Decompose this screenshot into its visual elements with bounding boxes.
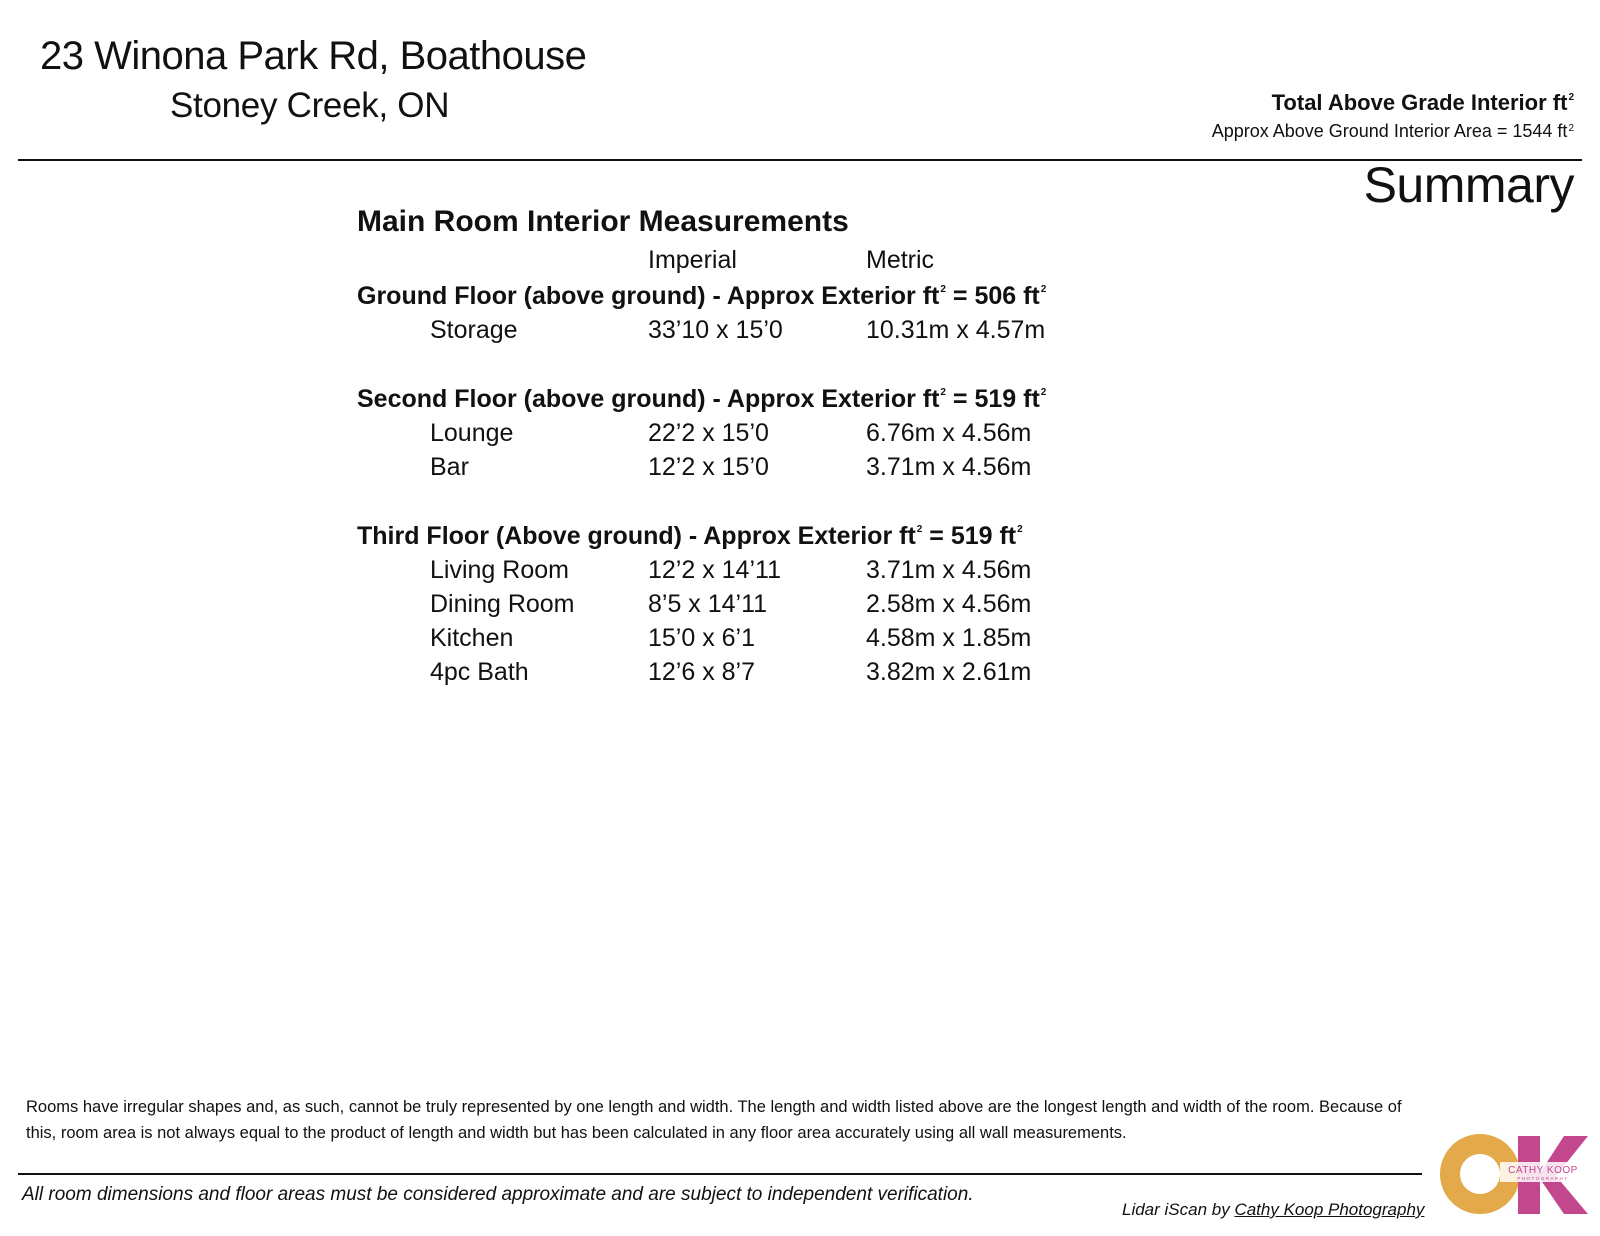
floor-heading-text: Ground Floor (above ground) - Approx Exterior ft [357, 282, 940, 310]
room-metric: 3.82m x 2.61m [866, 658, 1032, 686]
approximation-note: All room dimensions and floor areas must be considered approximate and are subject to independent verification. [22, 1184, 974, 1205]
superscript: 2 [1568, 123, 1574, 134]
logo-text-top: CATHY KOOP [1508, 1165, 1578, 1176]
footer-divider [18, 1173, 1422, 1175]
column-header-imperial: Imperial [648, 246, 737, 274]
room-imperial: 12’2 x 14’11 [648, 556, 781, 584]
room-name: Bar [430, 453, 469, 481]
floor-area-text: = 519 ft [922, 522, 1017, 550]
room-row [0, 419, 1200, 453]
room-metric: 10.31m x 4.57m [866, 316, 1046, 344]
floor-heading-third [357, 522, 1023, 551]
logo-text-bottom: PHOTOGRAPHY [1517, 1176, 1569, 1181]
photo-credit [1122, 1200, 1424, 1220]
room-row [0, 556, 1200, 590]
room-row [0, 590, 1200, 624]
room-imperial: 12’2 x 15’0 [648, 453, 769, 481]
credit-prefix: Lidar iScan by [1122, 1200, 1235, 1219]
superscript: 2 [940, 387, 946, 398]
floor-heading-second [357, 385, 1046, 414]
room-imperial: 8’5 x 14’11 [648, 590, 768, 618]
summary-title: Summary [1363, 157, 1574, 213]
superscript: 2 [1568, 92, 1574, 103]
room-metric: 2.58m x 4.56m [866, 590, 1032, 618]
room-name: Living Room [430, 556, 569, 584]
room-metric: 3.71m x 4.56m [866, 453, 1032, 481]
total-area-title [1272, 90, 1574, 116]
room-imperial: 12’6 x 8’7 [648, 658, 756, 686]
column-header-metric: Metric [866, 246, 935, 274]
room-imperial: 22’2 x 15’0 [648, 419, 769, 447]
room-metric: 6.76m x 4.56m [866, 419, 1032, 447]
room-metric: 3.71m x 4.56m [866, 556, 1032, 584]
floor-heading-text: Second Floor (above ground) - Approx Exterior ft [357, 385, 940, 413]
room-name: Kitchen [430, 624, 514, 652]
superscript: 2 [1040, 387, 1047, 398]
property-city: Stoney Creek, ON [170, 86, 450, 125]
cathy-koop-logo [1440, 1132, 1590, 1218]
superscript: 2 [940, 284, 946, 295]
property-address: 23 Winona Park Rd, Boathouse [40, 34, 587, 78]
room-imperial: 33’10 x 15’0 [648, 316, 783, 344]
floor-heading-text: Third Floor (Above ground) - Approx Exterior ft [357, 522, 916, 550]
total-area-value [1212, 121, 1574, 142]
room-row [0, 624, 1200, 658]
superscript: 2 [916, 524, 923, 535]
disclaimer-text: Rooms have irregular shapes and, as such, cannot be truly represented by one length and width. The length and width listed above are the longest length and width of the room. Because of this, room area is not always equal to the product of length and width but has been calculated in any floor area accurately using all wall measurements. [26, 1098, 1402, 1142]
superscript: 2 [1017, 524, 1023, 535]
room-name: 4pc Bath [430, 658, 529, 686]
floor-area-text: = 506 ft [945, 282, 1040, 310]
room-imperial: 15’0 x 6’1 [648, 624, 756, 652]
floor-area-text: = 519 ft [945, 385, 1040, 413]
room-row [0, 316, 1200, 350]
room-row [0, 453, 1200, 487]
total-area-value-text: Approx Above Ground Interior Area = 1544 ft [1211, 121, 1568, 141]
header-divider [18, 159, 1582, 161]
room-row [0, 658, 1200, 692]
room-name: Lounge [430, 419, 514, 447]
total-area-title-text: Total Above Grade Interior ft [1271, 90, 1568, 115]
measurements-heading: Main Room Interior Measurements [357, 205, 849, 238]
superscript: 2 [1040, 284, 1047, 295]
room-name: Dining Room [430, 590, 575, 618]
room-metric: 4.58m x 1.85m [866, 624, 1032, 652]
credit-link[interactable]: Cathy Koop Photography [1234, 1200, 1425, 1219]
room-name: Storage [430, 316, 518, 344]
floor-heading-ground [357, 282, 1046, 311]
